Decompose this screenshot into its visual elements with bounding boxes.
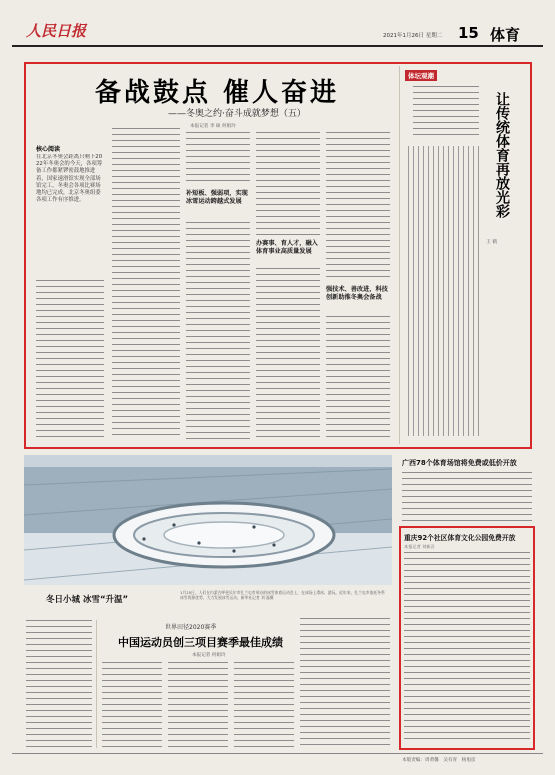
bottom-byline: 本报记者 何娟玲 (192, 653, 226, 658)
bottom-body-col1 (102, 662, 162, 748)
bottom-headline: 中国运动员创三项目赛季最佳成绩 (118, 636, 283, 649)
bottom-kicker: 世界田径2020赛季 (165, 624, 217, 631)
kicker: 核心阅读 (36, 146, 61, 153)
photo-title: 冬日小城 冰雪“升温” (46, 595, 129, 605)
subhead-1: 补短板、强弱项，实现冰雪运动跨越式发展 (186, 190, 248, 205)
bottom-body-col4 (300, 618, 390, 748)
lead-body-col2 (112, 128, 180, 440)
footer-rule (12, 753, 543, 754)
lead-body-col5b (326, 316, 390, 440)
lower-col-rule (96, 620, 97, 748)
brief2-byline: 本报记者 刘新吾 (404, 544, 435, 549)
lead-body-col1 (36, 280, 104, 440)
brief2-title: 重庆92个社区体育文化公园免费开放 (404, 534, 516, 542)
lead-body-col3b (186, 222, 250, 440)
opinion-body (408, 146, 482, 436)
masthead-date: 2021年1月26日 星期二 (383, 33, 443, 39)
bottom-body-col3 (234, 662, 294, 748)
lead-subtitle: ——冬奥之约·奋斗成就梦想（五） (168, 109, 306, 119)
lead-body-col5 (326, 132, 390, 280)
lower-body-col1 (26, 620, 92, 750)
section-name: 体育 (490, 26, 521, 44)
kicker-text: 在北京冬奥会距离只剩下2022年冬奥会的今天，各项筹备工作都紧锣密鼓地推进着，国家速滑馆实现全部场馆完工，冬奥会各项比赛场地均已完成，北京冬奥组委各项工作有序推进。 (36, 154, 103, 204)
opinion-author: 王 鹤 (486, 240, 498, 245)
brief1-body (402, 472, 532, 524)
brief1-title: 广西78个体育场馆将免费或低价开放 (402, 459, 517, 467)
page-number: 15 (458, 24, 479, 42)
lead-body-col4 (256, 132, 320, 236)
brief2-body (404, 552, 530, 744)
footer-credits: 本版责编：周黄馨 吴有青 杨旭彦 (402, 758, 476, 763)
lead-body-col4b (256, 268, 320, 440)
lead-body-col3 (186, 132, 250, 184)
opinion-title: 让传统体育再放光彩 (494, 92, 510, 218)
rink-image (24, 455, 392, 585)
lead-byline: 本报记者 李 硕 何娟玲 (190, 124, 236, 129)
opinion-lead-text (413, 86, 479, 138)
lead-headline: 备战鼓点 催人奋进 (95, 78, 340, 108)
photo-rink (24, 455, 392, 585)
subhead-3: 强技术、善改进，科技创新助推冬奥会备战 (326, 286, 388, 301)
bottom-body-col2 (168, 662, 228, 748)
opinion-column-rule (399, 66, 400, 444)
subhead-2: 办赛事、育人才，融入体育事业高质量发展 (256, 240, 318, 255)
masthead-rule (12, 45, 543, 47)
photo-caption: 1月25日，人们在内蒙古呼伦贝尔市扎兰屯市举办的冰雪体育运动会上，在冰场上滑冰、游玩。近年来，扎兰屯市依托冬季冰雪资源优势，大力发展冰雪运动。新华社记者 刘 磊摄 (180, 590, 385, 600)
masthead-logo: 人民日报 (26, 22, 87, 40)
opinion-column-tag: 体坛观潮 (405, 70, 437, 81)
